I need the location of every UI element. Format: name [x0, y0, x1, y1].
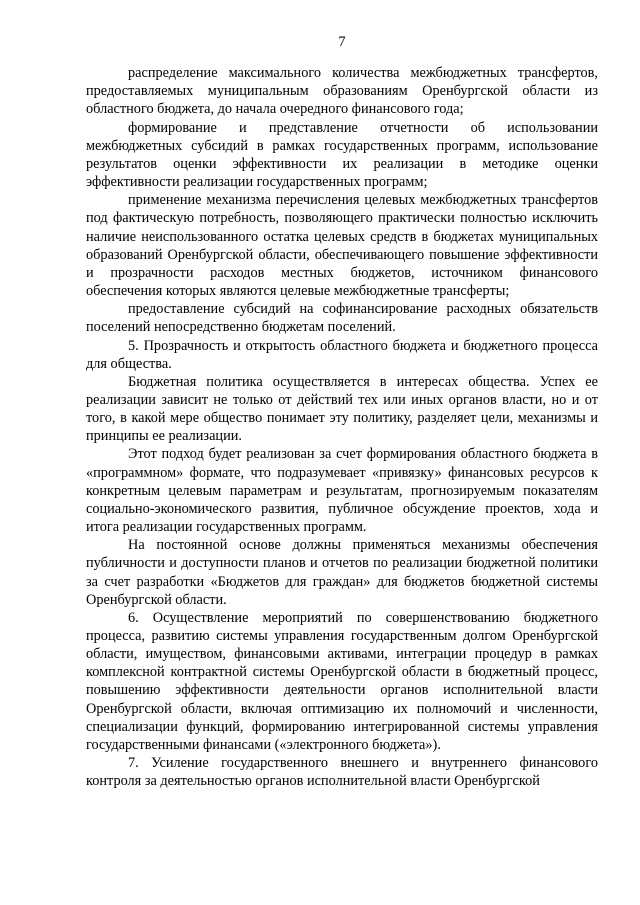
paragraph: Бюджетная политика осуществляется в интересах общества. Успех ее реализации зависит не только от действий тех или иных органов власти, но и от того, в какой мере общество понимает эту политику, разделяет цели, механизмы и принципы ее реализации.	[86, 373, 598, 445]
paragraph: применение механизма перечисления целевых межбюджетных трансфертов под фактическую потребность, позволяющего практически полностью исключить наличие неиспользованного остатка целевых средств в бюджетах муниципальных образований Оренбургской области, обеспечивающего повышение эффективности и прозрачности расходов местных бюджетов, источником финансового обеспечения которых являются целевые межбюджетные трансферты;	[86, 192, 598, 300]
section-heading: 7. Усиление государственного внешнего и внутреннего финансового контроля за деятельностью органов исполнительной власти Оренбургской	[86, 755, 598, 790]
page-number: 7	[338, 34, 346, 50]
section-heading: 6. Осуществление мероприятий по совершенствованию бюджетного процесса, развитию системы управления государственным долгом Оренбургской области, имуществом, финансовыми активами, интеграции процедур в рамках комплексной контрактной системы Оренбургской области в бюджетный процесс, повышению эффективности деятельности органов исполнительной власти Оренбургской области, включая оптимизацию их полномочий и численности, специализации функций, формированию интегрированной системы управления государственными финансами («электронного бюджета»).	[86, 609, 598, 753]
paragraph: На постоянной основе должны применяться механизмы обеспечения публичности и доступности планов и отчетов по реализации бюджетной политики за счет разработки «Бюджетов для граждан» для бюджетов бюджетной системы Оренбургской области.	[86, 537, 598, 608]
section-heading: 5. Прозрачность и открытость областного бюджета и бюджетного процесса для общества.	[86, 337, 598, 372]
paragraph: предоставление субсидий на софинансирование расходных обязательств поселений непосредственно бюджетам поселений.	[86, 301, 598, 336]
paragraph: формирование и представление отчетности об использовании межбюджетных субсидий в рамках государственных программ, использование результатов оценки эффективности их реализации в методике оценки эффективности реализации государственных программ;	[86, 119, 598, 191]
paragraph: Этот подход будет реализован за счет формирования областного бюджета в «программном» формате, что подразумевает «привязку» финансовых ресурсов к конкретным целевым параметрам и результатам, прогнозируемым показателям социально-экономического развития, публичное обсуждение проектов, хода и итога реализации государственных программ.	[86, 446, 598, 536]
paragraph: распределение максимального количества межбюджетных трансфертов, предоставляемых муниципальным образованиям Оренбургской области из областного бюджета, до начала очередного финансового года;	[86, 65, 598, 118]
